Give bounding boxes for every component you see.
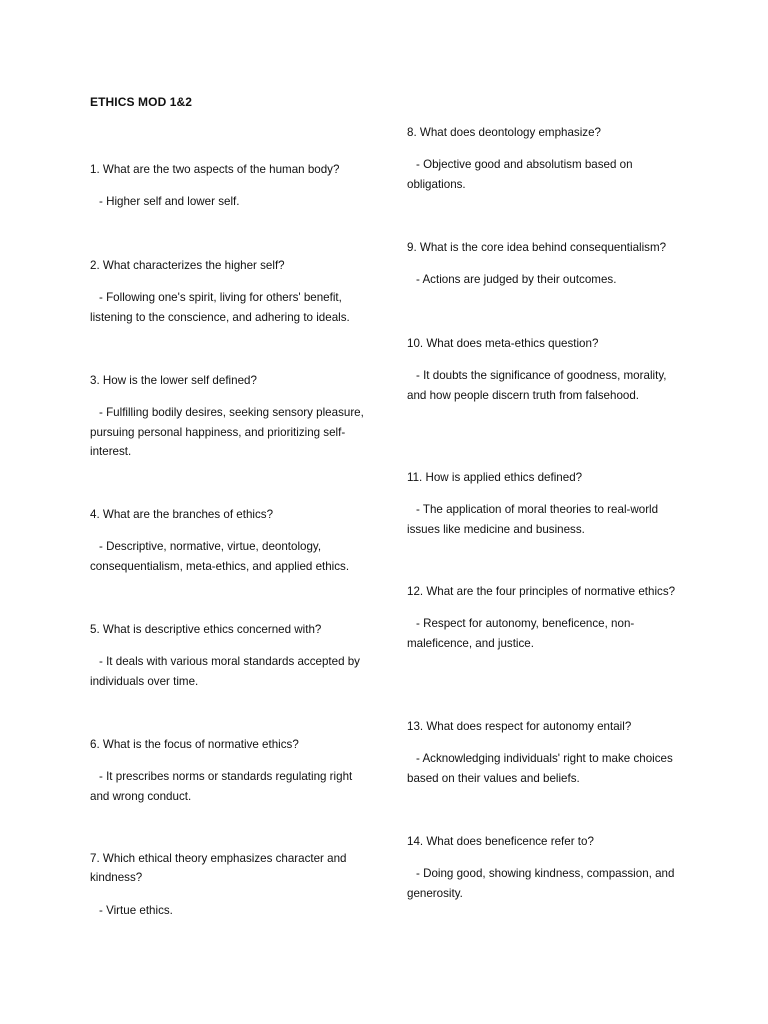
answer-7: - Virtue ethics. [99, 903, 173, 917]
question-14: 14. What does beneficence refer to? [407, 835, 594, 848]
qa-item-13 [407, 717, 685, 788]
question-4: 4. What are the branches of ethics? [90, 508, 274, 521]
qa-item-10 [407, 334, 685, 405]
answer-8: - Objective good and absolutism based on obligations. [407, 158, 633, 191]
qa-item-9 [407, 238, 685, 290]
answer-14: - Doing good, showing kindness, compassion, and generosity. [407, 867, 675, 900]
answer-5: - It deals with various moral standards accepted by individuals over time. [90, 655, 360, 688]
answer-11: - The application of moral theories to real-world issues like medicine and business. [407, 503, 659, 536]
question-8: 8. What does deontology emphasize? [407, 126, 601, 139]
question-11: 11. How is applied ethics defined? [407, 471, 583, 484]
qa-item-14 [407, 832, 685, 903]
qa-item-6 [90, 735, 368, 806]
question-6: 6. What is the focus of normative ethics? [90, 738, 299, 751]
answer-1: - Higher self and lower self. [99, 195, 240, 209]
question-13: 13. What does respect for autonomy entail? [407, 720, 632, 733]
question-12: 12. What are the four principles of normative ethics? [407, 585, 676, 598]
qa-item-1 [90, 160, 368, 212]
question-2: 2. What characterizes the higher self? [90, 259, 285, 272]
answer-6: - It prescribes norms or standards regulating right and wrong conduct. [90, 770, 353, 803]
answer-9: - Actions are judged by their outcomes. [416, 273, 617, 287]
qa-item-5 [90, 620, 368, 691]
qa-item-7 [90, 849, 368, 920]
qa-item-11 [407, 468, 685, 539]
answer-13: - Acknowledging individuals' right to make choices based on their values and beliefs. [407, 752, 673, 785]
question-1: 1. What are the two aspects of the human body? [90, 163, 340, 176]
qa-item-3 [90, 371, 368, 462]
page-title: ETHICS MOD 1&2 [90, 95, 193, 109]
question-9: 9. What is the core idea behind consequentialism? [407, 241, 667, 254]
answer-2: - Following one's spirit, living for others' benefit, listening to the conscience, and adhering to ideals. [90, 291, 350, 324]
question-5: 5. What is descriptive ethics concerned with? [90, 623, 322, 636]
answer-4: - Descriptive, normative, virtue, deontology, consequentialism, meta-ethics, and applied ethics. [90, 540, 350, 573]
question-7: 7. Which ethical theory emphasizes character and kindness? [90, 852, 347, 885]
qa-item-12 [407, 582, 685, 653]
question-3: 3. How is the lower self defined? [90, 374, 257, 387]
qa-item-4 [90, 505, 368, 576]
question-10: 10. What does meta-ethics question? [407, 337, 599, 350]
qa-item-8 [407, 123, 685, 194]
answer-3: - Fulfilling bodily desires, seeking sensory pleasure, pursuing personal happiness, and prioritizing self-interest. [90, 406, 364, 459]
answer-10: - It doubts the significance of goodness, morality, and how people discern truth from falsehood. [407, 369, 667, 402]
qa-item-2 [90, 256, 368, 327]
answer-12: - Respect for autonomy, beneficence, non-maleficence, and justice. [407, 617, 635, 650]
